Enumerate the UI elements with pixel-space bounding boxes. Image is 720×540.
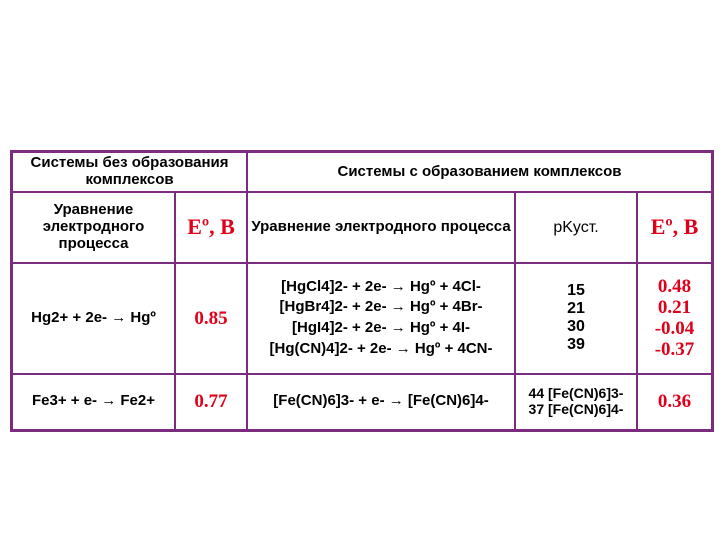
header-with-complex: Системы с образованием комплексов <box>247 152 712 192</box>
hg-simple-potential: 0.85 <box>175 263 247 374</box>
pk-line: 37 [Fe(CN)6]4- <box>528 400 624 417</box>
potential-value: -0.04 <box>654 318 695 340</box>
fe-complex-potential: 0.36 <box>637 374 712 430</box>
fe-simple-equation: Fe3+ + e- → Fe2+ <box>12 374 175 430</box>
hg-complex-equations <box>247 263 515 374</box>
hg-complex-eq-i: [HgI4]2- + 2e- → Hgº + 4I- <box>292 319 471 337</box>
potential-value: 0.21 <box>657 296 692 318</box>
pk-value: 21 <box>567 300 585 318</box>
subheader-eo-right: Eº, B <box>637 192 712 263</box>
pk-line: 44 [Fe(CN)6]3- <box>528 385 624 402</box>
hg-complex-eq-cn: [Hg(CN)4]2- + 2e- → Hgº + 4CN- <box>269 339 493 357</box>
subheader-equation-right: Уравнение электродного процесса <box>247 192 515 263</box>
hg-simple-equation: Hg2+ + 2e- → Hgº <box>12 263 175 374</box>
fe-complex-equation: [Fe(CN)6]3- + e- → [Fe(CN)6]4- <box>247 374 515 430</box>
electrode-potentials-table <box>10 150 714 432</box>
subheader-pk: pKуст. <box>515 192 637 263</box>
subheader-equation-left: Уравнение электродного процесса <box>12 192 175 263</box>
hg-complex-potentials <box>637 263 712 374</box>
hg-complex-eq-br: [HgBr4]2- + 2e- → Hgº + 4Br- <box>279 298 483 316</box>
pk-value: 39 <box>567 336 585 354</box>
header-no-complex: Системы без образования комплексов <box>12 152 247 192</box>
potential-value: 0.48 <box>657 275 692 297</box>
subheader-eo-left: Eº, B <box>175 192 247 263</box>
hg-complex-eq-cl: [HgCl4]2- + 2e- → Hgº + 4Cl- <box>281 277 481 295</box>
potential-value: -0.37 <box>654 339 695 361</box>
fe-simple-potential: 0.77 <box>175 374 247 430</box>
hg-pk-values <box>515 263 637 374</box>
pk-value: 30 <box>567 318 585 336</box>
pk-value: 15 <box>567 282 585 300</box>
fe-pk-values <box>515 374 637 430</box>
